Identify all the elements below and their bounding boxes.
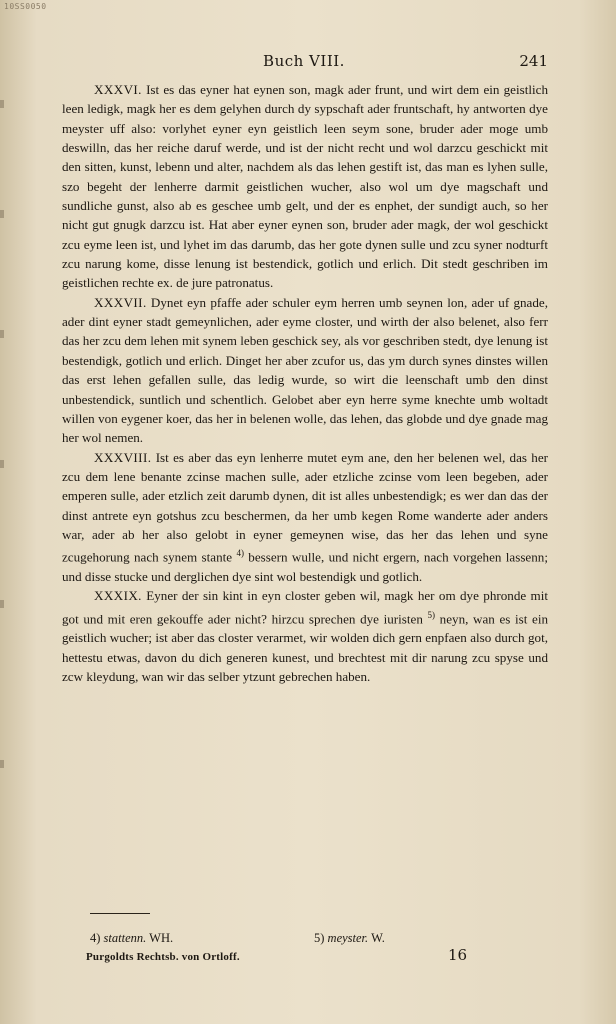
paragraph-text: Ist es das eyner hat eynen son, magk ader frunt, und wirt dem ein geistlich leen ledigk, magk her es dem gelyhen durch dy sypschaft ader fruntschaft, hy antworten dye meyster uff also: vorlyhet eyner eyn geistlich leen seym sone, bruder ader moge umb deswilln, das her reiche daruf werde, und ist der nicht recht und wol darzcu geschickt mit den sitten, kunst, lebenn und alter, nachdem als das lehen gestift ist, das man es lyhen sulle, szo begeht der lenherre darmit geistlichen wucher, also wol um dye magschaft und sundliche gunst, also ab es geschee umb gelt, und der es enphet, der sundigt auch, so her nicht gut gnugk darzcu ist. Hat aber eyner eynen son, bruder ader magk, der wol geschickt zcu eyme leen ist, und lyhet im das darumb, das her gote dynen sulle und zcu syner nodturft zcu narung kome, disse lenung ist bestendick, gotlich und erlich. Dit stedt geschriben im geistlichen rechte ex. de jure patronatus. <box>62 82 548 291</box>
margin-mark <box>0 460 4 468</box>
page-number: 241 <box>519 52 548 70</box>
margin-mark <box>0 330 4 338</box>
margin-mark <box>0 100 4 108</box>
footnote-marker: 4) <box>90 931 101 945</box>
paragraph-xxxvii <box>62 293 548 448</box>
footnote-text: stattenn. <box>103 931 147 945</box>
paragraph-xxxix <box>62 586 548 686</box>
footnote-source: WH. <box>149 931 174 945</box>
footnote-5 <box>314 931 385 946</box>
body-text <box>62 80 548 686</box>
paragraph-text: Ist es aber das eyn lenherre mutet eym ane, den her belenen wel, das her zcu dem lene benante zcinse machen sulle, ader etzliche zcinse vom leen begeben, ader emperen sulle, ader etzlich zeit darumb dynen, dit ist alles unbestendigk; es wer dan das der dinst antrete eyn gotshus zcu beschermen, da her umb kegen Rome wanderte ader anders war, ader ab her also gelobt in eyner gemeynen wise, das her das lehen und syne zcugehorung nach synem stante <box>62 449 548 565</box>
footnote-ref-4[interactable]: 4) <box>236 548 244 559</box>
footnote-ref-5[interactable]: 5) <box>427 609 436 620</box>
paragraph-number: XXXVIII. <box>94 449 152 465</box>
margin-mark <box>0 600 4 608</box>
footnote-4 <box>90 931 173 946</box>
paragraph-xxxviii <box>62 448 548 587</box>
paragraph-text-continued: neyn, wan es ist ein geistlich wucher; ist aber das closter verarmet, wir wolden dich gern enpfaen also durch got, hettestu etwas, davon du dich generen kunest, und brechtest mit dir narung zcu spyse und zcw kleydung, wan wir das selber ytzunt gebrechen haben. <box>62 611 548 685</box>
paragraph-xxxvi <box>62 80 548 293</box>
printer-signature: Purgoldts Rechtsb. von Ortloff. <box>86 951 240 963</box>
paragraph-number: XXXVII. <box>94 294 147 310</box>
footnote-text: meyster. <box>327 931 369 945</box>
library-stamp: 10SS0050 <box>4 2 47 11</box>
margin-mark <box>0 760 4 768</box>
running-head: Buch VIII. <box>263 52 345 70</box>
margin-mark <box>0 210 4 218</box>
footnote-marker: 5) <box>314 931 325 945</box>
footnote-source: W. <box>371 931 385 945</box>
paragraph-text-continued: bessern wulle, und nicht ergern, nach vorgehen lassenn; und disse stucke und derglichen dye sint wol bestendigk und gotlich. <box>62 549 548 584</box>
footnote-divider <box>90 913 150 914</box>
paragraph-text: Dynet eyn pfaffe ader schuler eym herren umb seynen lon, ader uf gnade, ader dint eyner stadt gemeynlichen, ader eyme closter, und wirth der also belenet, also ferr das her zcu dem lehen mit synem leben geschick sey, als vor geschriben stedt, dye lenung ist bestendigk, gotlich und erlich. Dinget her aber zcufor us, das ym durch synes dinstes willen das erst lehen gefallen sulle, das ledig wurde, so wirt die leenschaft umb den dinst unbestendick, suntlich und schentlich. Gelobet aber eyn herre syme knechte umb woltadt willen von eygener koer, das her in belenen wolle, das lehen, das globde und dye gnade mag her wol nemen. <box>62 294 549 446</box>
page-header <box>60 52 548 74</box>
paragraph-text: Eyner der sin kint in eyn closter geben wil, magk her om dye phronde mit got und mit eren gekouffe ader nicht? hirzcu sprechen dye iuristen <box>62 588 548 626</box>
paragraph-number: XXXIX. <box>94 588 142 604</box>
paragraph-number: XXXVI. <box>94 82 142 97</box>
sheet-number: 16 <box>448 946 468 964</box>
